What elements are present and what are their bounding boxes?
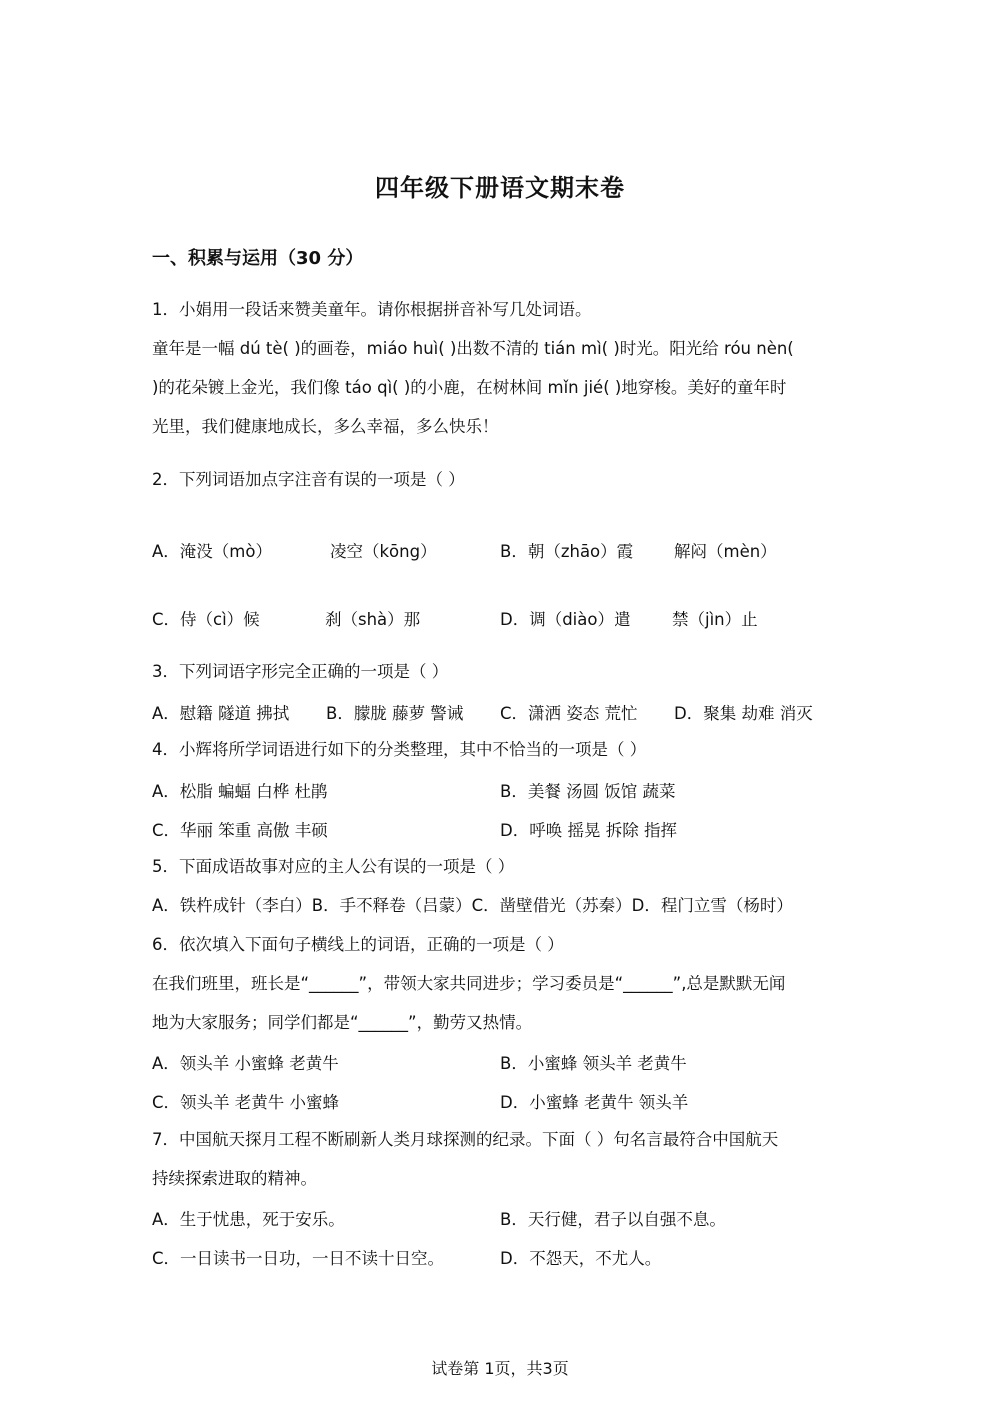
question-4-option-d: D．呼唤 摇晃 拆除 指挥: [500, 821, 677, 840]
question-2-option-d1: D．调（diào）遣: [500, 610, 631, 629]
question-3-option-a: A．慰籍 隧道 拂拭: [152, 704, 290, 723]
page-footer: 试卷第 1页，共3页: [431, 1359, 569, 1378]
question-4-option-b: B．美餐 汤圆 饭馆 蔬菜: [500, 782, 676, 801]
question-2-option-b2: 解闷（mèn）: [674, 542, 777, 561]
question-6-option-d: D．小蜜蜂 老黄牛 领头羊: [500, 1093, 689, 1112]
question-1-line-1: 童年是一幅 dú tè( )的画卷，miáo huì( )出数不清的 tián mì( )时光。阳光给 róu nèn(: [152, 339, 794, 358]
question-2-stem: 2．下列词语加点字注音有误的一项是（ ）: [152, 470, 465, 489]
question-2-option-c1: C．侍（cì）候: [152, 610, 260, 629]
question-4-option-a: A．松脂 蝙蝠 白桦 杜鹃: [152, 782, 328, 801]
question-6-line-1: 在我们班里，班长是“______”，带领大家共同进步；学习委员是“______”,总是默默无闻: [152, 974, 786, 993]
question-4-option-c: C．华丽 笨重 高傲 丰硕: [152, 821, 328, 840]
question-2-option-d2: 禁（jìn）止: [672, 610, 758, 629]
question-1-line-2: )的花朵镀上金光，我们像 táo qì( )的小鹿，在树林间 mǐn jié( )地穿梭。美好的童年时: [152, 378, 787, 397]
question-6-option-b: B．小蜜蜂 领头羊 老黄牛: [500, 1054, 687, 1073]
question-7-line-2: 持续探索进取的精神。: [152, 1169, 317, 1188]
question-4-stem: 4．小辉将所学词语进行如下的分类整理，其中不恰当的一项是（ ）: [152, 740, 647, 759]
question-6-option-c: C．领头羊 老黄牛 小蜜蜂: [152, 1093, 340, 1112]
question-7-option-a: A．生于忧患，死于安乐。: [152, 1210, 345, 1229]
question-1-stem: 1．小娟用一段话来赞美童年。请你根据拼音补写几处词语。: [152, 300, 592, 319]
question-3-option-b: B．朦胧 藤萝 警诫: [326, 704, 464, 723]
question-3-option-d: D．聚集 劫难 消灭: [674, 704, 813, 723]
question-6-line-2: 地为大家服务；同学们都是“______”，勤劳又热情。: [152, 1013, 533, 1032]
question-5-options: A．铁杵成针（李白）B．手不释卷（吕蒙）C．凿壁借光（苏秦）D．程门立雪（杨时）: [152, 896, 793, 915]
question-2-option-c2: 刹（shà）那: [325, 610, 421, 629]
question-7-option-d: D．不怨天，不尤人。: [500, 1249, 662, 1268]
question-3-stem: 3．下列词语字形完全正确的一项是（ ）: [152, 662, 449, 681]
question-3-option-c: C．潇洒 姿态 荒忙: [500, 704, 638, 723]
question-6-option-a: A．领头羊 小蜜蜂 老黄牛: [152, 1054, 339, 1073]
question-6-stem: 6．依次填入下面句子横线上的词语，正确的一项是（ ）: [152, 935, 564, 954]
page-title: 四年级下册语文期末卷: [375, 174, 625, 202]
question-2-option-a1: A．淹没（mò）: [152, 542, 272, 561]
question-1-line-3: 光里，我们健康地成长，多么幸福，多么快乐！: [152, 417, 499, 436]
question-7-line-1: 7．中国航天探月工程不断刷新人类月球探测的纪录。下面（ ）句名言最符合中国航天: [152, 1130, 779, 1149]
question-7-option-c: C．一日读书一日功，一日不读十日空。: [152, 1249, 445, 1268]
section-heading: 一、积累与运用（30 分）: [152, 248, 364, 269]
question-2-option-b1: B．朝（zhāo）霞: [500, 542, 634, 561]
question-7-option-b: B．天行健，君子以自强不息。: [500, 1210, 726, 1229]
question-2-option-a2: 凌空（kōng）: [330, 542, 437, 561]
question-5-stem: 5．下面成语故事对应的主人公有误的一项是（ ）: [152, 857, 515, 876]
